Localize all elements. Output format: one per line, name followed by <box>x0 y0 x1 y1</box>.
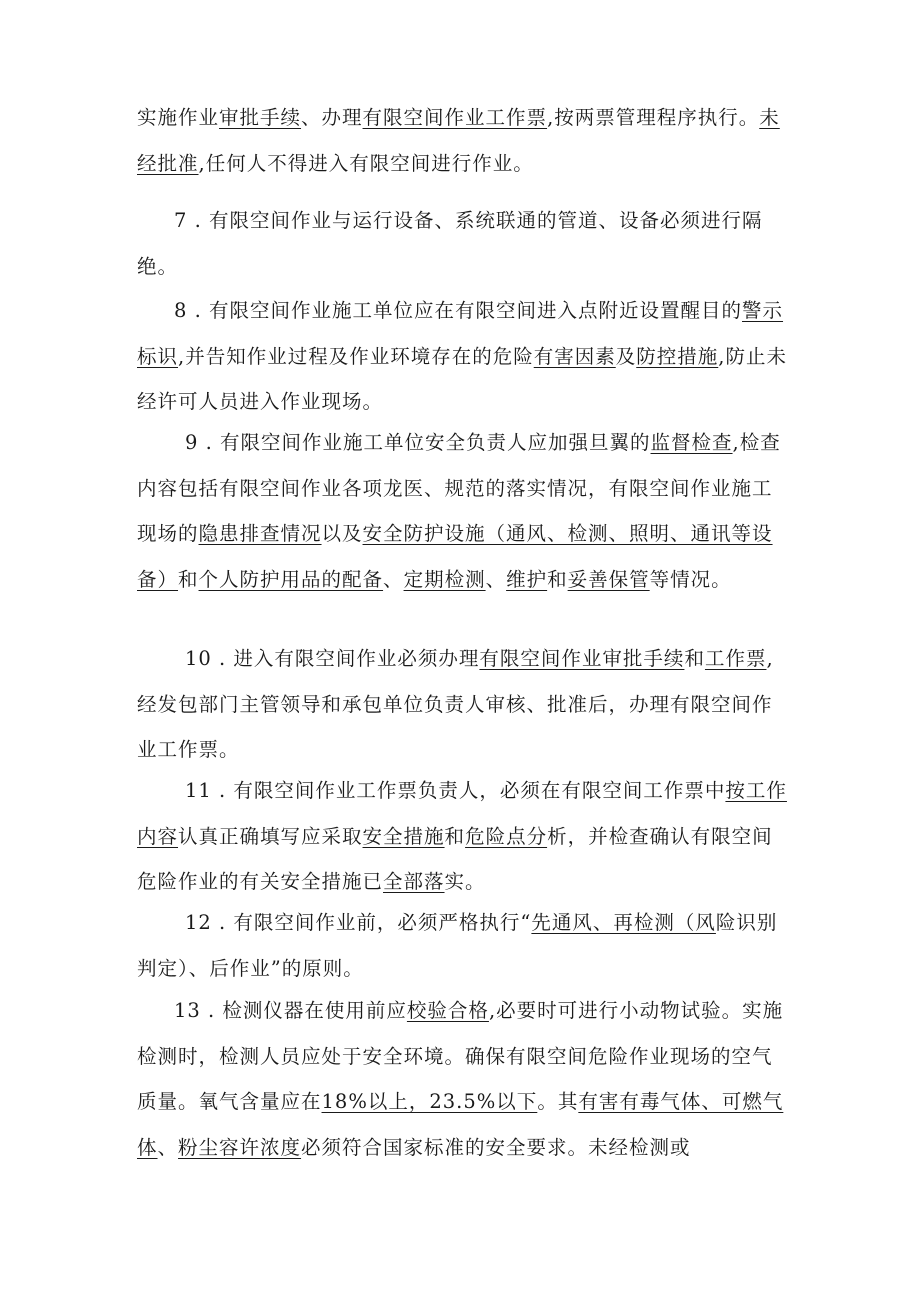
text-segment: 以及 <box>321 522 363 546</box>
underlined-term: 有害因素 <box>533 344 616 368</box>
underlined-term: 有限空间作业审批手续 <box>479 647 685 670</box>
underlined-term: 维护 <box>506 567 548 591</box>
text-segment: 等情况。 <box>649 567 732 591</box>
text-segment: ,防止未经许可人员进入作业现场。 <box>137 344 787 414</box>
underlined-term: 有限空间作业工作票 <box>362 106 548 129</box>
text-segment: 8 . 有限空间作业施工单位应在有限空间进入点附近设置醒目的 <box>174 299 743 322</box>
text-segment: 必须符合国家标准的安全要求。未经检测或 <box>301 1135 691 1159</box>
underlined-term: 防控措施 <box>636 344 719 368</box>
text-segment: 和 <box>444 824 466 848</box>
text-segment: 、 <box>485 567 507 591</box>
underlined-term: 隐患排查情况 <box>198 522 322 546</box>
underlined-term: 警示标识 <box>137 299 784 368</box>
text-segment: 认真正确填写应采取 <box>178 824 363 848</box>
text-segment: 实施作业 <box>137 106 220 129</box>
underlined-term: 未经批准 <box>137 106 780 175</box>
paragraph-11 <box>137 768 787 905</box>
text-segment: 12 . 有限空间作业前，必须严格执行“ <box>185 911 532 934</box>
text-segment: ,并告知作业过程及作业环境存在的危险 <box>178 344 534 368</box>
underlined-term: 有害有毒气体、可燃气体 <box>137 1090 784 1159</box>
text-segment: 实。 <box>444 870 486 894</box>
text-segment: 10 . 进入有限空间作业必须办理 <box>185 647 480 670</box>
underlined-term: 先通风、再检测（风 <box>531 911 716 934</box>
underlined-term: 全部落 <box>383 870 445 894</box>
text-segment: ,检查内容包括有限空间作业各项龙医、规范的落实情况，有限空间作业施工现场的 <box>137 431 781 546</box>
text-segment: ,必要时可进行小动物试验。实施检测时，检测人员应处于安全环境。确保有限空间危险作业现场的空气质量。氧气含量应在 <box>137 999 784 1114</box>
underlined-term: 工作票 <box>704 647 767 670</box>
underlined-term: 安全防护设施（通风、检测、照明、通讯等设备） <box>137 522 773 591</box>
text-segment: 析，并检查确认有限空间危险作业的有关安全措施已 <box>137 824 773 894</box>
text-segment: 、 <box>383 567 404 591</box>
paragraph-10 <box>137 636 787 773</box>
paragraph-7 <box>137 198 787 289</box>
text-segment: 、办理 <box>301 106 363 129</box>
text-segment: ,经发包部门主管领导和承包单位负责人审核、批准后，办理有限空间作业工作票。 <box>137 647 774 762</box>
text-segment: 9 . 有限空间作业施工单位安全负责人应加强旦翼的 <box>185 431 651 454</box>
text-segment: 及 <box>615 344 637 368</box>
underlined-term: 校验合格 <box>406 999 489 1022</box>
paragraph-9 <box>137 420 787 602</box>
text-segment: 和 <box>547 567 568 591</box>
underlined-term: 粉尘容许浓度 <box>178 1135 302 1159</box>
paragraph-6-continued <box>137 95 787 186</box>
underlined-term: 监督检查 <box>650 431 733 454</box>
text-segment: ,任何人不得进入有限空间进行作业。 <box>198 151 534 175</box>
underlined-term: 安全措施 <box>362 824 445 848</box>
underlined-term: 定期检测 <box>403 567 486 591</box>
text-segment: 13 . 检测仪器在使用前应 <box>174 999 407 1022</box>
text-segment: 11 . 有限空间作业工作票负责人，必须在有限空间工作票中 <box>185 779 726 802</box>
underlined-term: 18%以上，23.5%以下 <box>321 1090 538 1114</box>
underlined-term: 按工作内容 <box>137 779 787 848</box>
underlined-term: 审批手续 <box>219 106 302 129</box>
text-segment: 和 <box>178 567 199 591</box>
text-segment: 险识别判定）、后作业”的原则。 <box>137 911 778 980</box>
underlined-term: 妥善保管 <box>567 567 650 591</box>
text-segment: ,按两票管理程序执行。 <box>547 106 760 129</box>
paragraph-12 <box>137 900 787 991</box>
underlined-term: 个人防护用品的配备 <box>198 567 384 591</box>
underlined-term: 危险点分 <box>465 824 548 848</box>
text-segment: 。其 <box>537 1090 579 1114</box>
text-segment: 7 . 有限空间作业与运行设备、系统联通的管道、设备必须进行隔绝。 <box>137 209 763 278</box>
paragraph-13 <box>137 988 787 1170</box>
text-segment: 、 <box>157 1135 179 1159</box>
text-segment: 和 <box>684 647 705 670</box>
paragraph-8 <box>137 288 787 425</box>
